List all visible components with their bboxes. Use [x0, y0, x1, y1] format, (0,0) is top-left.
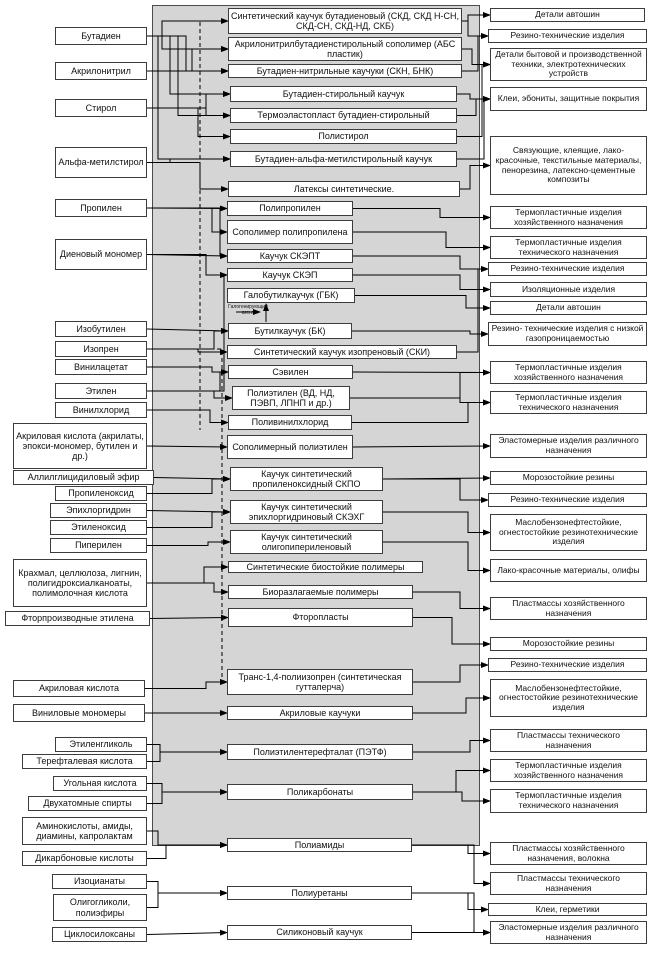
application-node-R22: Маслобензонефтестойкие, огнестостойкие резинотехнические изделия	[490, 679, 647, 717]
feedstock-node-L14: Пропиленоксид	[55, 486, 147, 501]
application-node-R29: Эластомерные изделия различного назначения	[490, 921, 647, 944]
feedstock-node-L2: Акрилонитрил	[55, 62, 147, 80]
application-node-R10: Детали автошин	[490, 301, 647, 315]
polymer-node-M28: Полиэтилентерефталат (ПЭТФ)	[227, 744, 413, 760]
feedstock-node-L25: Двухатомные спирты	[28, 796, 147, 811]
feedstock-node-L20: Акриловая кислота	[13, 680, 145, 697]
polymer-node-M16: Сэвилен	[228, 365, 353, 379]
polymer-node-M10: Сополимер полипропилена	[227, 220, 353, 244]
feedstock-node-L4: Альфа-метилстирол	[55, 147, 147, 178]
polymer-node-M19: Сополимерный полиэтилен	[227, 435, 353, 459]
feedstock-node-L12: Акриловая кислота (акрилаты, эпокси-мономер, бутилен и др.)	[13, 423, 147, 469]
polymer-node-M27: Акриловые каучуки	[227, 706, 413, 720]
polymer-node-M5: Термоэластопласт бутадиен-стирольный	[230, 108, 457, 123]
application-node-R7: Термопластичные изделия технического назначения	[490, 236, 647, 259]
polymer-node-M21: Каучук синтетический эпихлоргидриновый СКЭХГ	[230, 500, 383, 524]
application-node-R8: Резино-технические изделия	[488, 262, 647, 276]
application-node-R18: Лако-красочные материалы, олифы	[490, 559, 647, 582]
application-node-R28: Клеи, герметики	[488, 903, 647, 916]
application-node-R6: Термопластичные изделия хозяйственного назначения	[490, 206, 647, 229]
polymer-node-M31: Полиуретаны	[227, 886, 412, 900]
application-node-R13: Термопластичные изделия технического назначения	[490, 391, 647, 414]
polymer-node-M26: Транс-1,4-полиизопрен (синтетическая гуттаперча)	[227, 669, 413, 695]
feedstock-node-L10: Этилен	[55, 383, 147, 399]
polymer-node-M23: Синтетические биостойкие полимеры	[228, 561, 423, 573]
application-node-R20: Морозостойкие резины	[490, 637, 647, 651]
polymer-node-M22: Каучук синтетический олигопипериленовый	[230, 530, 383, 554]
polymer-node-M25: Фторопласты	[228, 608, 413, 627]
polymer-node-M7: Бутадиен-альфа-метилстирольный каучук	[230, 151, 457, 167]
application-node-R5: Связующие, клеящие, лако-красочные, текстильные материалы, пенорезина, латексно-цементные композиты	[490, 136, 647, 195]
polymer-node-M29: Поликарбонаты	[227, 784, 413, 800]
polymer-node-M32: Силиконовый каучук	[227, 925, 412, 940]
application-node-R23: Пластмассы технического назначения	[490, 729, 647, 752]
application-node-R16: Резино-технические изделия	[488, 493, 647, 507]
polymer-node-M9: Полипропилен	[227, 201, 353, 216]
application-node-R1: Детали автошин	[490, 8, 645, 22]
polymer-node-M15: Синтетический каучук изопреновый (СКИ)	[227, 345, 457, 359]
feedstock-node-L15: Эпихлоргидрин	[50, 503, 147, 518]
feedstock-node-L13: Аллилглицидиловый эфир	[13, 470, 154, 485]
application-node-R24: Термопластичные изделия хозяйственного назначения	[490, 759, 647, 782]
feedstock-node-L3: Стирол	[55, 99, 147, 117]
polymer-node-M18: Поливинилхлорид	[228, 415, 352, 430]
feedstock-node-L11: Винилхлорид	[55, 402, 147, 418]
feedstock-node-L8: Изопрен	[55, 341, 147, 357]
feedstock-node-L21: Виниловые мономеры	[13, 704, 145, 722]
polymer-node-M6: Полистирол	[230, 129, 457, 144]
polymer-node-M20: Каучук синтетический пропиленоксидный СКПО	[230, 467, 383, 491]
polymer-node-M12: Каучук СКЭП	[227, 268, 353, 282]
polymer-node-M17: Полиэтилен (ВД, НД, ПЭВП, ЛПНП и др.)	[232, 386, 350, 410]
feedstock-node-L17: Пиперилен	[50, 538, 147, 553]
polymer-node-M4: Бутадиен-стирольный каучук	[230, 86, 457, 102]
polymer-node-M2: Акрилонитрилбутадиенстирольный сополимер (АБС пластик)	[228, 37, 462, 61]
feedstock-node-L23: Терефталевая кислота	[22, 754, 147, 769]
feedstock-node-L27: Дикарбоновые кислоты	[22, 851, 147, 866]
application-node-R9: Изоляционные изделия	[490, 282, 647, 297]
feedstock-node-L6: Диеновый мономер	[55, 239, 147, 270]
application-node-R25: Термопластичные изделия технического назначения	[490, 789, 647, 813]
feedstock-node-L30: Циклосилоксаны	[52, 927, 147, 942]
polymer-node-M13: Галобутилкаучук (ГБК)	[227, 288, 355, 303]
polymer-node-M8: Латексы синтетические.	[228, 181, 460, 197]
feedstock-node-L7: Изобутилен	[55, 321, 147, 337]
polymer-node-M30: Полиамиды	[227, 838, 412, 852]
halogenating-agent-note: Галогенирующий агент	[228, 304, 268, 316]
feedstock-node-L9: Винилацетат	[55, 359, 147, 375]
application-node-R17: Маслобензонефтестойкие, огнестостойкие резинотехнические изделия	[490, 514, 647, 551]
polymer-node-M14: Бутилкаучук (БК)	[228, 323, 352, 339]
application-node-R14: Эластомерные изделия различного назначения	[490, 434, 647, 458]
application-node-R15: Морозостойкие резины	[490, 471, 647, 485]
application-node-R26: Пластмассы хозяйственного назначения, волокна	[490, 842, 647, 865]
feedstock-node-L22: Этиленгликоль	[55, 737, 147, 752]
feedstock-node-L24: Угольная кислота	[53, 776, 147, 791]
application-node-R11: Резино- технические изделия с низкой газопроницаемостью	[488, 322, 647, 346]
feedstock-node-L29: Олигогликоли, полиэфиры	[53, 894, 147, 921]
feedstock-node-L19: Фторпроизводные этилена	[5, 611, 150, 626]
feedstock-node-L16: Этиленоксид	[50, 520, 147, 535]
application-node-R27: Пластмассы технического назначения	[490, 872, 647, 895]
application-node-R19: Пластмассы хозяйственного назначения	[490, 597, 647, 620]
polymer-node-M24: Биоразлагаемые полимеры	[228, 585, 413, 599]
feedstock-node-L18: Крахмал, целлюлоза, лигнин, полигидроксиалканоаты, полимолочная кислота	[13, 559, 147, 607]
application-node-R4: Клеи, эбониты, защитные покрытия	[490, 87, 647, 111]
feedstock-node-L1: Бутадиен	[55, 27, 147, 45]
polymer-node-M3: Бутадиен-нитрильные каучуки (СКН, БНК)	[228, 64, 462, 78]
feedstock-node-L5: Пропилен	[55, 199, 147, 217]
polymer-node-M11: Каучук СКЭПТ	[227, 249, 353, 263]
application-node-R2: Резино-технические изделия	[488, 29, 647, 43]
application-node-R21: Резино-технические изделия	[488, 658, 647, 672]
application-node-R3: Детали бытовой и производственной техники, электротехнических устройств	[490, 48, 647, 81]
feedstock-node-L26: Аминокислоты, амиды, диамины, капролактам	[22, 817, 147, 845]
feedstock-node-L28: Изоцианаты	[52, 874, 147, 889]
polymer-node-M1: Синтетический каучук бутадиеновый (СКД, СКД Н-СН, СКД-СН, СКД-НД, СКБ)	[228, 8, 462, 34]
application-node-R12: Термопластичные изделия хозяйственного назначения	[490, 361, 647, 384]
